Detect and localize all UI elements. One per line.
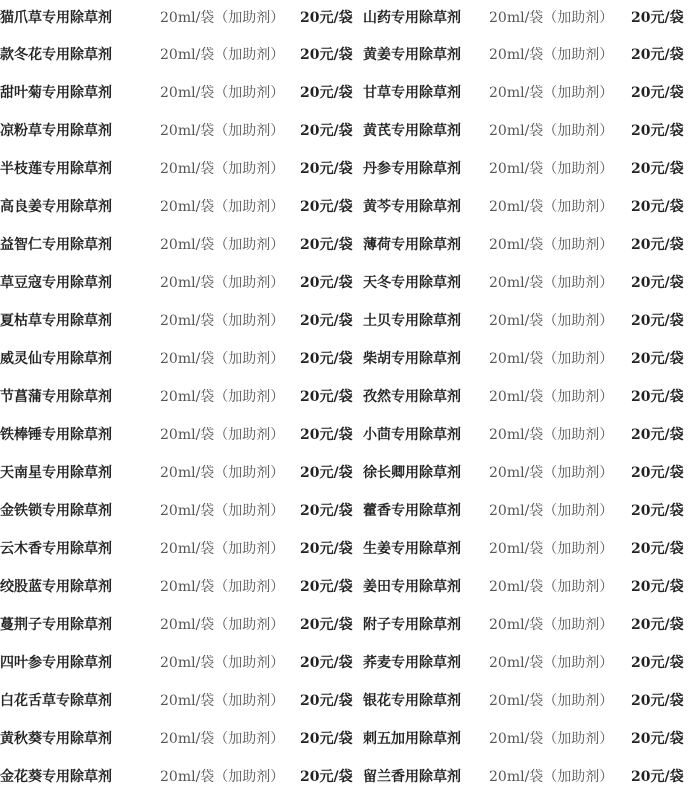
right-product-price: 20元/袋 — [631, 579, 684, 595]
table-row — [0, 378, 698, 416]
table-row — [0, 720, 698, 758]
table-row — [0, 682, 698, 720]
right-product-spec: 20ml/袋（加助剂） — [489, 85, 614, 101]
left-product-name: 草豆寇专用除草剂 — [0, 275, 112, 291]
left-product-name: 高良姜专用除草剂 — [0, 199, 112, 215]
right-product-name: 黄姜专用除草剂 — [363, 47, 461, 63]
left-product-name: 天南星专用除草剂 — [0, 465, 112, 481]
left-product-name: 威灵仙专用除草剂 — [0, 351, 112, 367]
right-product-spec: 20ml/袋（加助剂） — [489, 237, 614, 253]
right-product-price: 20元/袋 — [631, 275, 684, 291]
right-product-name: 天冬专用除草剂 — [363, 275, 461, 291]
table-row — [0, 454, 698, 492]
left-product-name: 黄秋葵专用除草剂 — [0, 731, 112, 747]
left-product-price: 20元/袋 — [300, 123, 353, 139]
left-product-price: 20元/袋 — [300, 237, 353, 253]
left-product-price: 20元/袋 — [300, 693, 353, 709]
right-product-name: 薄荷专用除草剂 — [363, 237, 461, 253]
right-product-price: 20元/袋 — [631, 47, 684, 63]
right-product-spec: 20ml/袋（加助剂） — [489, 617, 614, 633]
right-product-spec: 20ml/袋（加助剂） — [489, 123, 614, 139]
left-product-price: 20元/袋 — [300, 199, 353, 215]
right-product-name: 黄芩专用除草剂 — [363, 199, 461, 215]
left-product-price: 20元/袋 — [300, 579, 353, 595]
table-row — [0, 0, 698, 36]
right-product-spec: 20ml/袋（加助剂） — [489, 313, 614, 329]
right-product-price: 20元/袋 — [631, 427, 684, 443]
left-product-name: 金铁锁专用除草剂 — [0, 503, 112, 519]
table-row — [0, 188, 698, 226]
right-product-name: 生姜专用除草剂 — [363, 541, 461, 557]
right-product-price: 20元/袋 — [631, 617, 684, 633]
left-product-spec: 20ml/袋（加助剂） — [160, 427, 285, 443]
right-product-spec: 20ml/袋（加助剂） — [489, 541, 614, 557]
right-product-name: 留兰香用除草剂 — [363, 769, 461, 785]
left-product-price: 20元/袋 — [300, 427, 353, 443]
left-product-spec: 20ml/袋（加助剂） — [160, 655, 285, 671]
left-product-spec: 20ml/袋（加助剂） — [160, 161, 285, 177]
right-product-spec: 20ml/袋（加助剂） — [489, 503, 614, 519]
left-product-name: 猫爪草专用除草剂 — [0, 10, 112, 26]
left-product-spec: 20ml/袋（加助剂） — [160, 617, 285, 633]
left-product-name: 金花葵专用除草剂 — [0, 769, 112, 785]
right-product-name: 孜然专用除草剂 — [363, 389, 461, 405]
table-row — [0, 492, 698, 530]
left-product-spec: 20ml/袋（加助剂） — [160, 237, 285, 253]
left-product-price: 20元/袋 — [300, 313, 353, 329]
right-product-price: 20元/袋 — [631, 123, 684, 139]
left-product-spec: 20ml/袋（加助剂） — [160, 389, 285, 405]
left-product-price: 20元/袋 — [300, 465, 353, 481]
right-product-name: 甘草专用除草剂 — [363, 85, 461, 101]
right-product-price: 20元/袋 — [631, 465, 684, 481]
left-product-name: 四叶参专用除草剂 — [0, 655, 112, 671]
left-product-name: 夏枯草专用除草剂 — [0, 313, 112, 329]
right-product-name: 附子专用除草剂 — [363, 617, 461, 633]
left-product-price: 20元/袋 — [300, 503, 353, 519]
table-row — [0, 416, 698, 454]
right-product-price: 20元/袋 — [631, 655, 684, 671]
right-product-name: 刺五加用除草剂 — [363, 731, 461, 747]
right-product-price: 20元/袋 — [631, 541, 684, 557]
left-product-spec: 20ml/袋（加助剂） — [160, 731, 285, 747]
left-product-price: 20元/袋 — [300, 731, 353, 747]
left-product-price: 20元/袋 — [300, 275, 353, 291]
left-product-price: 20元/袋 — [300, 10, 353, 26]
left-product-spec: 20ml/袋（加助剂） — [160, 465, 285, 481]
left-product-spec: 20ml/袋（加助剂） — [160, 313, 285, 329]
left-product-name: 白花舌草专除草剂 — [0, 693, 112, 709]
right-product-name: 荞麦专用除草剂 — [363, 655, 461, 671]
left-product-name: 益智仁专用除草剂 — [0, 237, 112, 253]
left-product-price: 20元/袋 — [300, 85, 353, 101]
right-product-price: 20元/袋 — [631, 503, 684, 519]
left-product-spec: 20ml/袋（加助剂） — [160, 123, 285, 139]
left-product-price: 20元/袋 — [300, 617, 353, 633]
left-product-name: 铁棒锤专用除草剂 — [0, 427, 112, 443]
left-product-spec: 20ml/袋（加助剂） — [160, 579, 285, 595]
right-product-spec: 20ml/袋（加助剂） — [489, 465, 614, 481]
left-product-price: 20元/袋 — [300, 161, 353, 177]
right-product-spec: 20ml/袋（加助剂） — [489, 161, 614, 177]
right-product-name: 柴胡专用除草剂 — [363, 351, 461, 367]
left-product-price: 20元/袋 — [300, 541, 353, 557]
right-product-spec: 20ml/袋（加助剂） — [489, 655, 614, 671]
left-product-spec: 20ml/袋（加助剂） — [160, 541, 285, 557]
table-row — [0, 644, 698, 682]
right-product-spec: 20ml/袋（加助剂） — [489, 731, 614, 747]
right-product-spec: 20ml/袋（加助剂） — [489, 199, 614, 215]
right-product-name: 黄芪专用除草剂 — [363, 123, 461, 139]
right-product-price: 20元/袋 — [631, 161, 684, 177]
right-product-spec: 20ml/袋（加助剂） — [489, 47, 614, 63]
left-product-price: 20元/袋 — [300, 389, 353, 405]
right-product-spec: 20ml/袋（加助剂） — [489, 389, 614, 405]
right-product-price: 20元/袋 — [631, 199, 684, 215]
right-product-spec: 20ml/袋（加助剂） — [489, 10, 614, 26]
right-product-price: 20元/袋 — [631, 237, 684, 253]
right-product-price: 20元/袋 — [631, 389, 684, 405]
right-product-price: 20元/袋 — [631, 731, 684, 747]
table-row — [0, 340, 698, 378]
table-row — [0, 568, 698, 606]
left-product-price: 20元/袋 — [300, 47, 353, 63]
table-row — [0, 74, 698, 112]
left-product-name: 蔓荆子专用除草剂 — [0, 617, 112, 633]
left-product-name: 甜叶菊专用除草剂 — [0, 85, 112, 101]
right-product-spec: 20ml/袋（加助剂） — [489, 769, 614, 785]
left-product-spec: 20ml/袋（加助剂） — [160, 693, 285, 709]
right-product-name: 藿香专用除草剂 — [363, 503, 461, 519]
left-product-price: 20元/袋 — [300, 351, 353, 367]
table-row — [0, 226, 698, 264]
table-row — [0, 302, 698, 340]
left-product-name: 云木香专用除草剂 — [0, 541, 112, 557]
right-product-price: 20元/袋 — [631, 769, 684, 785]
right-product-name: 山药专用除草剂 — [363, 10, 461, 26]
right-product-name: 姜田专用除草剂 — [363, 579, 461, 595]
table-row — [0, 606, 698, 644]
table-row — [0, 36, 698, 74]
table-row — [0, 150, 698, 188]
left-product-spec: 20ml/袋（加助剂） — [160, 85, 285, 101]
left-product-name: 绞股蓝专用除草剂 — [0, 579, 112, 595]
right-product-price: 20元/袋 — [631, 85, 684, 101]
left-product-spec: 20ml/袋（加助剂） — [160, 503, 285, 519]
right-product-price: 20元/袋 — [631, 693, 684, 709]
left-product-name: 凉粉草专用除草剂 — [0, 123, 112, 139]
right-product-spec: 20ml/袋（加助剂） — [489, 579, 614, 595]
right-product-name: 土贝专用除草剂 — [363, 313, 461, 329]
right-product-spec: 20ml/袋（加助剂） — [489, 351, 614, 367]
right-product-price: 20元/袋 — [631, 10, 684, 26]
left-product-spec: 20ml/袋（加助剂） — [160, 351, 285, 367]
right-product-name: 小茴专用除草剂 — [363, 427, 461, 443]
right-product-spec: 20ml/袋（加助剂） — [489, 427, 614, 443]
left-product-price: 20元/袋 — [300, 655, 353, 671]
left-product-spec: 20ml/袋（加助剂） — [160, 769, 285, 785]
left-product-name: 节菖蒲专用除草剂 — [0, 389, 112, 405]
left-product-spec: 20ml/袋（加助剂） — [160, 199, 285, 215]
left-product-price: 20元/袋 — [300, 769, 353, 785]
left-product-spec: 20ml/袋（加助剂） — [160, 10, 285, 26]
right-product-spec: 20ml/袋（加助剂） — [489, 275, 614, 291]
right-product-name: 银花专用除草剂 — [363, 693, 461, 709]
right-product-name: 丹参专用除草剂 — [363, 161, 461, 177]
table-row — [0, 112, 698, 150]
left-product-name: 半枝莲专用除草剂 — [0, 161, 112, 177]
left-product-spec: 20ml/袋（加助剂） — [160, 275, 285, 291]
right-product-price: 20元/袋 — [631, 313, 684, 329]
table-row — [0, 264, 698, 302]
table-row — [0, 758, 698, 796]
right-product-spec: 20ml/袋（加助剂） — [489, 693, 614, 709]
right-product-price: 20元/袋 — [631, 351, 684, 367]
table-row — [0, 530, 698, 568]
right-product-name: 徐长卿用除草剂 — [363, 465, 461, 481]
left-product-spec: 20ml/袋（加助剂） — [160, 47, 285, 63]
left-product-name: 款冬花专用除草剂 — [0, 47, 112, 63]
